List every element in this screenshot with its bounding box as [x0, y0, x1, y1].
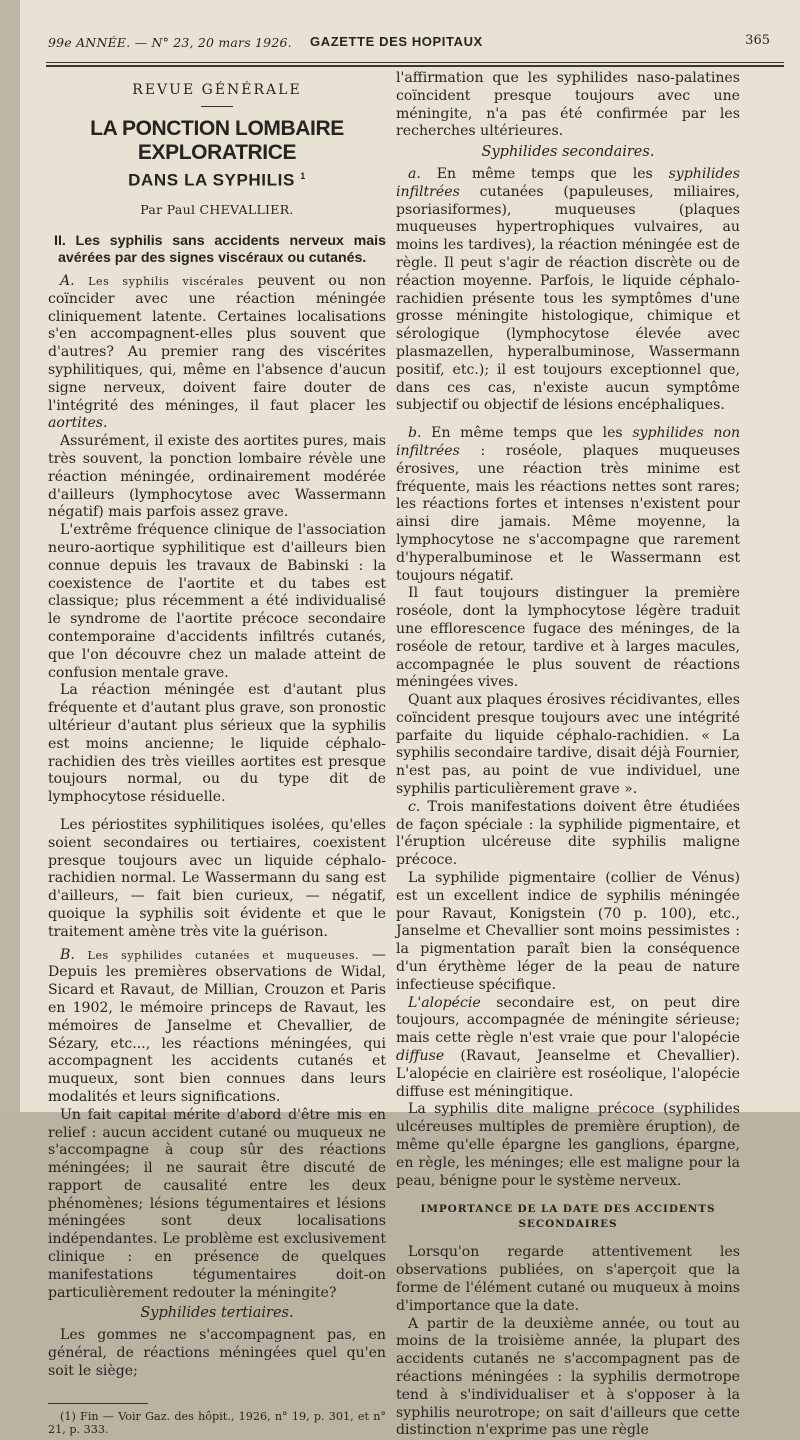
subtitle-text: DANS LA SYPHILIS — [128, 170, 295, 190]
paragraph: La syphilide pigmentaire (collier de Vénus) est un excellent indice de syphilis méningée pour Ravaut, Konigstein (70 p. 100), etc., Janselme et Chevallier sont moins pessimistes : la pigmentation paraît bien la conséquence d'un érythème léger de la peau de nature infectieuse spécifique. — [396, 870, 740, 993]
section-heading-importance: IMPORTANCE DE LA DATE DES ACCIDENTS SECONDAIRES — [420, 1203, 716, 1231]
header-rule-thick — [46, 65, 784, 67]
footnote-rule — [48, 1403, 148, 1404]
footnote: (1) Fin — Voir Gaz. des hôpit., 1926, n° 19, p. 301, et n° 21, p. 333. — [48, 1409, 386, 1436]
paragraph: L'alopécie secondaire est, on peut dire toujours, accompagnée de méningite sérieuse; mais cette règle n'est vraie que pour l'alopécie diffuse (Ravaut, Jeanselme et Chevallier). L'alopécie en clairière est roséolique, l'alopécie diffuse est méningitique. — [396, 994, 740, 1100]
paragraph: L'extrême fréquence clinique de l'association neuro-aortique syphilitique est d'ailleurs bien connue depuis les travaux de Babinski : la coexistence de l'aortite et du tabes est classique; plus récemment a été individualisé le syndrome de l'aortite précoce secondaire contemporaine d'accidents infiltrés cutanés, que l'on découvre chez un malade atteint de confusion mentale grave. — [48, 522, 386, 681]
article-author: Par Paul CHEVALLIER. — [140, 202, 294, 218]
paragraph: a. En même temps que les syphilides infiltrées cutanées (papuleuses, miliaires, psoriasiformes), muqueuses (plaques muqueuses hypertrophiques vulvaires, au moins les tardives), la réaction méningée est de règle. Il peut s'agir de réaction discrète ou de réaction moyenne. Parfois, le liquide céphalo-rachidien présente tous les symptômes d'une grosse méningite histologique, chimique et sérologique (lymphocytose élevée avec plasmazellen, hyperalbuminose, Wassermann positif, etc.); il est toujours exceptionnel que, dans ces cas, n'existe aucun symptôme subjectif ou objectif de lésions encéphaliques. — [396, 165, 740, 414]
paragraph-label: c. — [408, 798, 421, 815]
page-number: 365 — [745, 33, 770, 48]
subsection-heading: Syphilides secondaires. — [481, 144, 655, 161]
header-rule-thin — [46, 62, 784, 63]
emphasis: L'alopécie — [408, 994, 481, 1011]
page-left-margin — [0, 0, 20, 1112]
paragraph-head: Les syphilides cutanées et muqueuses. — [87, 948, 360, 962]
paragraph: Il faut toujours distinguer la première roséole, dont la lymphocytose légère traduit une efflorescence fugace des méninges, de la roséole de retour, tardive et à larges macules, accompagnée le plus souvent de réactions méningées vives. — [396, 585, 740, 691]
left-column — [48, 70, 386, 1436]
paragraph: b. En même temps que les syphilides non infiltrées : roséole, plaques muqueuses érosives, une réaction très minime est fréquente, mais les réactions nettes sont rares; les réactions fortes et intenses n'existent pour ainsi dire jamais. Même moyenne, la lymphocytose ne s'accompagne que rarement d'hyperalbuminose et le Wassermann est toujours négatif. — [396, 425, 741, 584]
running-head — [48, 33, 770, 55]
article-title: LA PONCTION LOMBAIRE EXPLORATRICE — [90, 116, 344, 164]
paragraph: Les périostites syphilitiques isolées, qu'elles soient secondaires ou tertiaires, coexistent presque toujours avec un liquide céphalo-rachidien normal. Le Wassermann du sang est d'ailleurs, — fait bien curieux, — négatif, quoique la syphilis soit évidente et que le traitement amène très vite la guérison. — [48, 816, 386, 940]
paragraph: Un fait capital mérite d'abord d'être mis en relief : aucun accident cutané ou muqueux ne s'accompagne à coup sûr des réactions méningées; il ne saurait être discuté de rapport de causalité entre les deux phénomènes; lésions tégumentaires et lésions méningées sont deux localisations indépendantes. Le problème est exclusivement clinique : en présence de quelques manifestations tégumentaires doit-on particulièrement redouter la méningite? — [48, 1106, 386, 1301]
paragraph: Lorsqu'on regarde attentivement les observations publiées, on s'aperçoit que la forme de l'élément cutané ou muqueux à moins d'importance que la date. — [396, 1244, 740, 1314]
issue-info: 99e ANNÉE. — N° 23, 20 mars 1926. — [48, 35, 292, 50]
emphasis: diffuse — [396, 1048, 445, 1065]
paragraph-label: b. — [408, 425, 422, 442]
journal-title: GAZETTE DES HOPITAUX — [310, 34, 483, 49]
emphasis: aortites. — [48, 415, 108, 432]
paragraph-label: a. — [408, 165, 421, 182]
article-subtitle — [48, 168, 386, 189]
paragraph: B. Les syphilides cutanées et muqueuses. — Depuis les premières observations de Widal, Sicard et Ravaut, de Millian, Crouzon et Paris en 1902, le mémoire princeps de Ravaut, les mémoires de Janselme et Chevallier, de Sézary, etc..., les réactions méningées, qui accompagnent les accidents cutanés et muqueux, sont bien connues dans leurs modalités et leurs significations. — [48, 946, 387, 1105]
right-column — [396, 70, 740, 1440]
paragraph: Assurément, il existe des aortites pures, mais très souvent, la ponction lombaire révèle une réaction méningée, ordinairement modérée d'ailleurs (lymphocytose avec Wassermann négatif) mais parfois assez grave. — [48, 433, 386, 521]
rubric: REVUE GÉNÉRALE — [132, 82, 302, 98]
paragraph: La réaction méningée est d'autant plus fréquente et d'autant plus grave, son pronostic ultérieur d'autant plus sérieux que la syphilis est moins ancienne; le liquide céphalo-rachidien des très vieilles aortites est presque toujours normal, ou du type dit de lymphocytose résiduelle. — [48, 682, 386, 806]
emphasis: syphilides infiltrées — [396, 165, 740, 200]
paragraph-label: B. — [60, 946, 75, 963]
paragraph: A partir de la deuxième année, ou tout au moins de la troisième année, la plupart des accidents cutanés ne s'accompagnent pas de réactions méningées : la syphilis dermotrope tend à s'individualiser et à s'opposer à la syphilis neurotrope; on sait d'ailleurs que cette distinction n'exprime pas une règle — [396, 1315, 740, 1439]
paragraph: c. Trois manifestations doivent être étudiées de façon spéciale : la syphilide pigmentaire, et l'éruption ulcéreuse dite syphilis maligne précoce. — [396, 798, 741, 869]
footnote-mark: 1 — [300, 170, 306, 181]
paragraph: Quant aux plaques érosives récidivantes, elles coïncident presque toujours avec une intégrité parfaite du liquide céphalo-rachidien. « La syphilis secondaire tardive, disait déjà Fournier, n'est pas, au point de vue individuel, une syphilis particulièrement grave ». — [396, 692, 740, 798]
section-heading: II. Les syphilis sans accidents nerveux mais avérées par des signes viscéraux ou cutanés. — [54, 233, 386, 267]
emphasis: syphilides non infiltrées — [396, 425, 741, 459]
paragraph: A. Les syphilis viscérales peuvent ou non coïncider avec une réaction méningée cliniquement latente. Certaines localisations s'en accompagnent-elles plus souvent que d'autres? Au premier rang des viscérites syphilitiques, qui, même en l'absence d'aucun signe nerveux, doivent faire douter de l'intégrité des méninges, il faut placer les aortites. — [48, 273, 386, 432]
paragraph: La syphilis dite maligne précoce (syphilides ulcéreuses multiples de première éruption), de même qu'elle épargne les ganglions, épargne, en règle, les méninges; elle est maligne pour la peau, bénigne pour le système nerveux. — [396, 1101, 740, 1189]
paragraph-label: A. — [60, 273, 75, 290]
paragraph: l'affirmation que les syphilides naso-palatines coïncident presque toujours avec une méningite, n'a pas été confirmée par les recherches ultérieures. — [396, 70, 740, 140]
paragraph: Les gommes ne s'accompagnent pas, en général, de réactions méningées quel qu'en soit le siège; — [48, 1327, 386, 1379]
subsection-heading: Syphilides tertiaires. — [140, 1305, 294, 1322]
paragraph-head: Les syphilis viscérales — [88, 275, 244, 289]
rubric-rule — [201, 106, 233, 107]
